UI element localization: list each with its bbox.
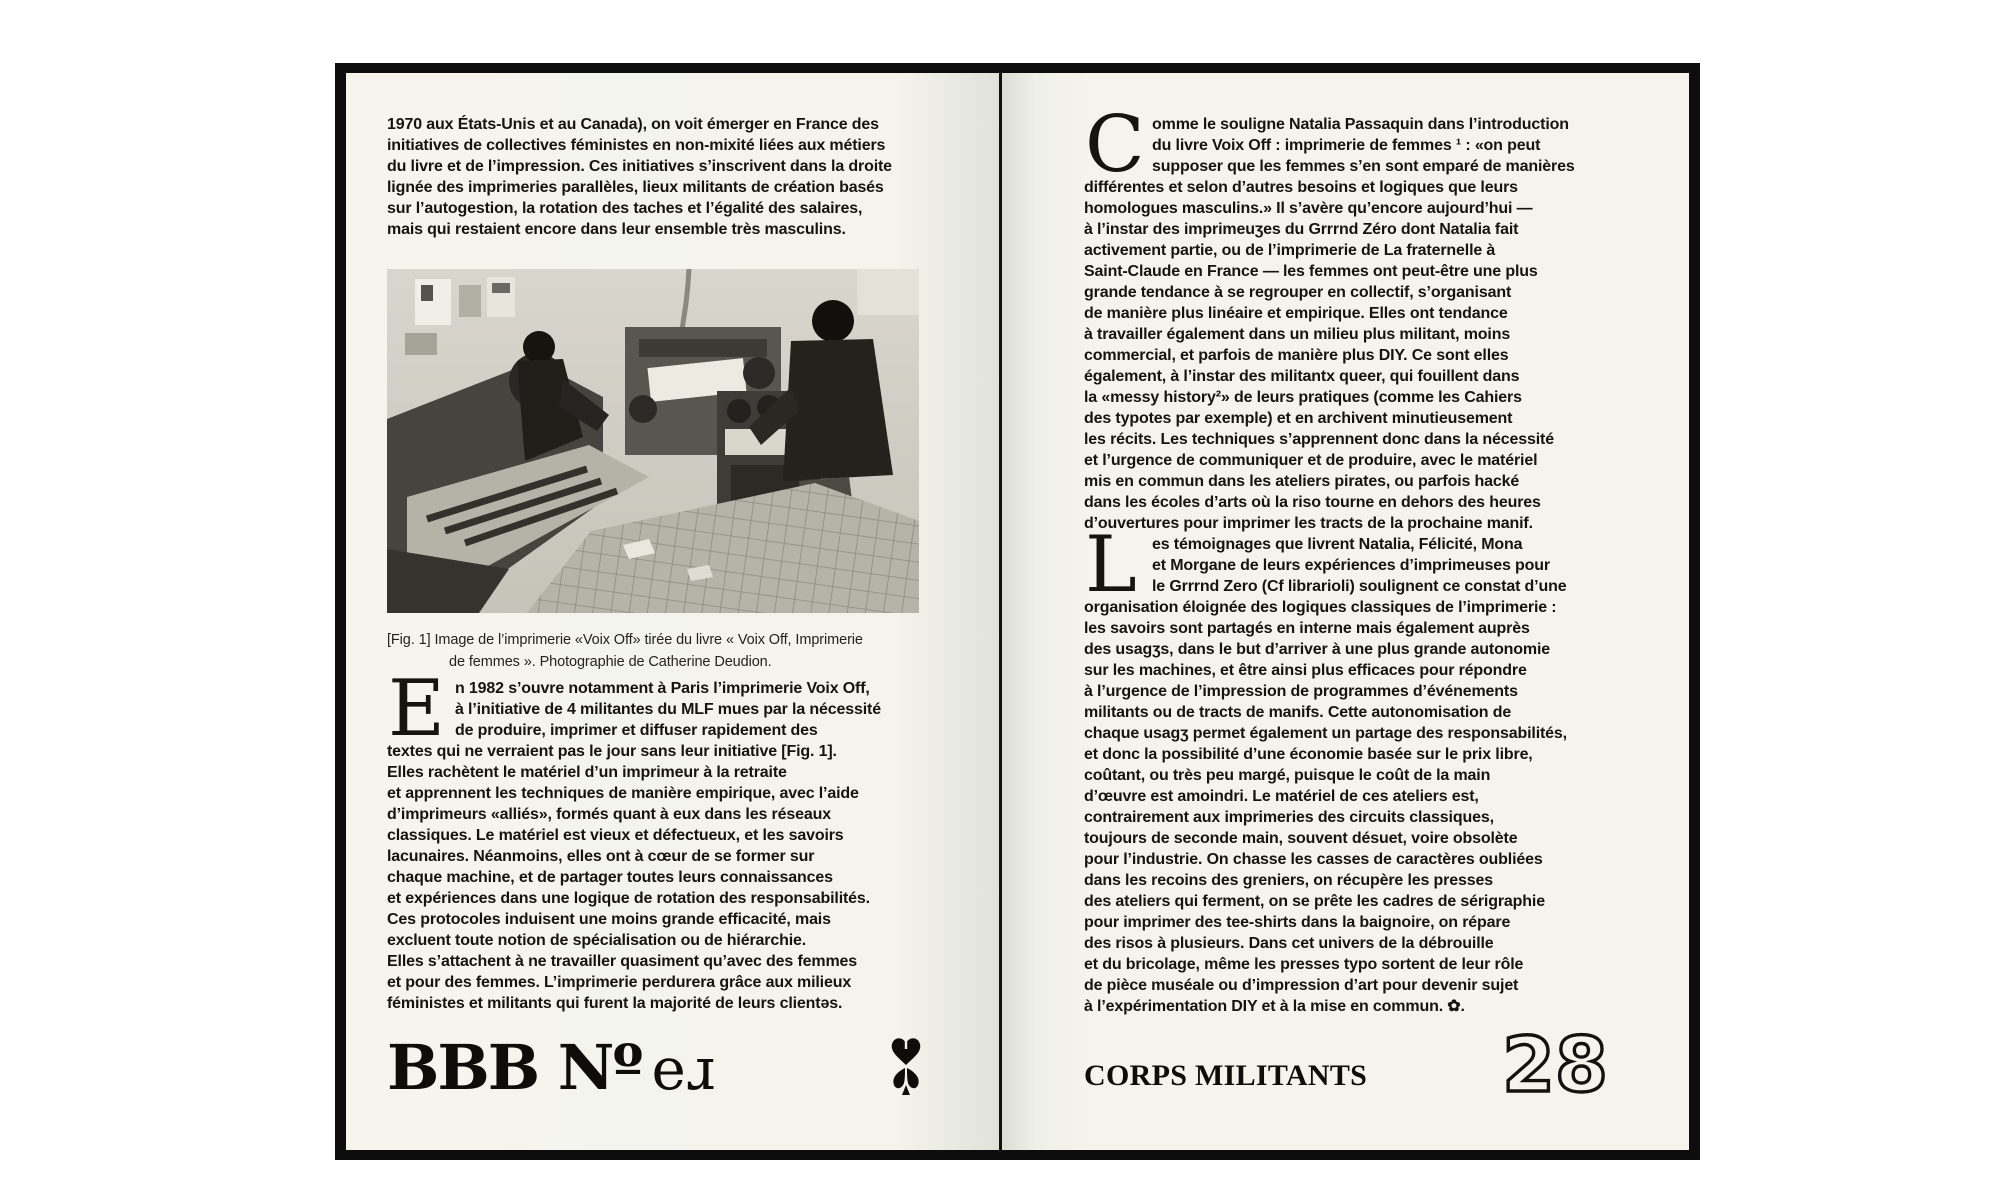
text-line: et apprennent les techniques de manière empirique, avec l’aide [387, 785, 859, 802]
text-line: et donc la possibilité d’une économie basée sur le prix libre, [1084, 746, 1533, 763]
caption-line: [Fig. 1] Image de l’imprimerie «Voix Off» tirée du livre « Voix Off, Imprimerie [387, 632, 863, 648]
text-line: d’ouvertures pour imprimer les tracts de la prochaine manif. [1084, 515, 1533, 532]
text-line: coûtant, ou très peu margé, puisque le coût de la main [1084, 767, 1491, 784]
text-line: pour l’industrie. On chasse les casses de caractères oubliées [1084, 851, 1543, 868]
text-line: chaque usagʒ permet également un partage des responsabilités, [1084, 725, 1567, 742]
text-line: également, à l’instar des militantx queer, qui fouillent dans [1084, 368, 1520, 385]
text-line: et Morgane de leurs expériences d’imprimeuses pour [1152, 557, 1550, 574]
figure-photo [387, 269, 919, 613]
text-line: les savoirs sont partagés en interne mais également auprès [1084, 620, 1530, 637]
text-line: et du bricolage, même les presses typo sortent de leur rôle [1084, 956, 1524, 973]
text-line: Elles s’attachent à ne travailler quasiment qu’avec des femmes [387, 953, 858, 970]
fleuron-icon [887, 1035, 925, 1102]
figure-caption [387, 629, 932, 673]
text-line: contrairement aux imprimeries des circuits classiques, [1084, 809, 1494, 826]
text-line: toujours de seconde main, souvent désuet, voire obsolète [1084, 830, 1518, 847]
text-line: mais qui restaient encore dans leur ensemble très masculins. [387, 221, 846, 238]
dropcap-C: C [1085, 100, 1145, 190]
text-line: la «messy history²» de leurs pratiques (comme les Cahiers [1084, 389, 1522, 406]
text-line: organisation éloignée des logiques classiques de l’imprimerie : [1084, 599, 1557, 616]
text-line: du livre Voix Off : imprimerie de femmes ¹ : «on peut [1152, 137, 1541, 154]
text-line: des usagʒs, dans le but d’arriver à une plus grande autonomie [1084, 641, 1551, 658]
magazine-logo [387, 1031, 715, 1104]
text-line: le Grrrnd Zero (Cf librarioli) soulignent ce constat d’une [1152, 578, 1567, 595]
text-line: lacunaires. Néanmoins, elles ont à cœur de se former sur [387, 848, 815, 865]
text-line: à l’urgence de l’impression de programmes d’événements [1084, 683, 1518, 700]
printshop-photo-illustration [387, 269, 919, 613]
text-line: textes qui ne verraient pas le jour sans leur initiative [Fig. 1]. [387, 743, 837, 760]
text-line: et pour des femmes. L’imprimerie perdurera grâce aux milieux [387, 974, 852, 991]
text-line: n 1982 s’ouvre notamment à Paris l’imprimerie Voix Off, [455, 680, 870, 697]
text-line: supposer que les femmes s’en sont emparé de manières [1152, 158, 1575, 175]
text-line: d’œuvre est amoindri. Le matériel de ces ateliers est, [1084, 788, 1479, 805]
text-line: 1970 aux États-Unis et au Canada), on voit émerger en France des [387, 116, 879, 133]
book-spread [335, 63, 1700, 1160]
text-line: à l’expérimentation DIY et à la mise en commun. ✿. [1084, 998, 1465, 1015]
text-line: initiatives de collectives féministes en non-mixité liées aux métiers [387, 137, 886, 154]
text-line: Elles rachètent le matériel d’un imprimeur à la retraite [387, 764, 787, 781]
text-line: sur les machines, et être ainsi plus efficaces pour répondre [1084, 662, 1527, 679]
text-line: lignée des imprimeries parallèles, lieux militants de création basés [387, 179, 884, 196]
section-title: CORPS MILITANTS [1084, 1059, 1368, 1092]
text-line: sur l’autogestion, la rotation des taches et l’égalité des salaires, [387, 200, 863, 217]
text-line: et expériences dans une logique de rotation des responsabilités. [387, 890, 870, 907]
text-line: Saint-Claude en France — les femmes ont peut-être une plus [1084, 263, 1538, 280]
text-line: omme le souligne Natalia Passaquin dans l’introduction [1152, 116, 1569, 133]
logo-bold-text: BBB Nº [387, 1031, 642, 1104]
paragraph-intro [387, 114, 932, 240]
text-line: classiques. Le matériel est vieux et défectueux, et les savoirs [387, 827, 844, 844]
paragraph-voix-off [387, 664, 932, 1014]
text-line: féministes et militants qui furent la majorité de leurs clientǝs. [387, 995, 843, 1012]
right-text-column [1084, 100, 1644, 1017]
text-line: grande tendance à se regrouper en collectif, s’organisant [1084, 284, 1512, 301]
left-page [346, 73, 1000, 1150]
text-line: à l’initiative de 4 militantes du MLF mues par la nécessité [455, 701, 881, 718]
text-line: différentes et selon d’autres besoins et logiques que leurs [1084, 179, 1518, 196]
text-line: activement partie, ou de l’imprimerie de La fraternelle à [1084, 242, 1496, 259]
text-line: militants ou de tracts de manifs. Cette autonomisation de [1084, 704, 1512, 721]
text-line: à travailler également dans un milieu plus militant, moins [1084, 326, 1511, 343]
text-line: les récits. Les techniques s’apprennent donc dans la nécessité [1084, 431, 1554, 448]
text-line: es témoignages que livrent Natalia, Félicité, Mona [1152, 536, 1523, 553]
text-line: de pièce muséale ou d’impression d’art pour devenir sujet [1084, 977, 1519, 994]
text-line: dans les recoins des greniers, on récupère les presses [1084, 872, 1493, 889]
text-line: commercial, et parfois de manière plus DIY. Ce sont elles [1084, 347, 1509, 364]
page-number [1505, 1025, 1605, 1109]
text-line: dans les écoles d’arts où la riso tourne en dehors des heures [1084, 494, 1541, 511]
text-line: chaque machine, et de partager toutes leurs connaissances [387, 869, 833, 886]
text-line: pour imprimer des tee-shirts dans la baignoire, on répare [1084, 914, 1511, 931]
left-page-footer [387, 1031, 932, 1111]
text-line: de produire, imprimer et diffuser rapidement des [455, 722, 818, 739]
text-line: des ateliers qui ferment, on se prête les cadres de sérigraphie [1084, 893, 1545, 910]
dropcap-E: E [388, 664, 445, 754]
text-line: d’imprimeurs «alliés», formés quant à eux dans les réseaux [387, 806, 831, 823]
text-line: des risos à plusieurs. Dans cet univers de la débrouille [1084, 935, 1494, 952]
logo-issue-text: eɹ [651, 1035, 715, 1103]
text-line: Ces protocoles induisent une moins grande efficacité, mais [387, 911, 831, 928]
caption-line: de femmes ». Photographie de Catherine Deudion. [449, 654, 772, 670]
dropcap-L: L [1085, 520, 1137, 610]
paragraph-passaquin [1084, 100, 1644, 534]
text-line: homologues masculins.» Il s’avère qu’encore aujourd’hui — [1084, 200, 1533, 217]
text-line: de manière plus linéaire et empirique. Elles ont tendance [1084, 305, 1508, 322]
text-line: mis en commun dans les ateliers pirates, ou parfois hacké [1084, 473, 1520, 490]
text-line: des typotes par exemple) et en archivent minutieusement [1084, 410, 1513, 427]
right-page [1002, 73, 1689, 1150]
text-line: du livre et de l’impression. Ces initiatives s’inscrivent dans la droite [387, 158, 892, 175]
text-line: et l’urgence de communiquer et de produire, avec le matériel [1084, 452, 1538, 469]
svg-text:28: 28 [1505, 1025, 1605, 1109]
text-line: excluent toute notion de spécialisation ou de hiérarchie. [387, 932, 807, 949]
text-line: à l’instar des imprimeuʒes du Grrrnd Zéro dont Natalia fait [1084, 221, 1519, 238]
